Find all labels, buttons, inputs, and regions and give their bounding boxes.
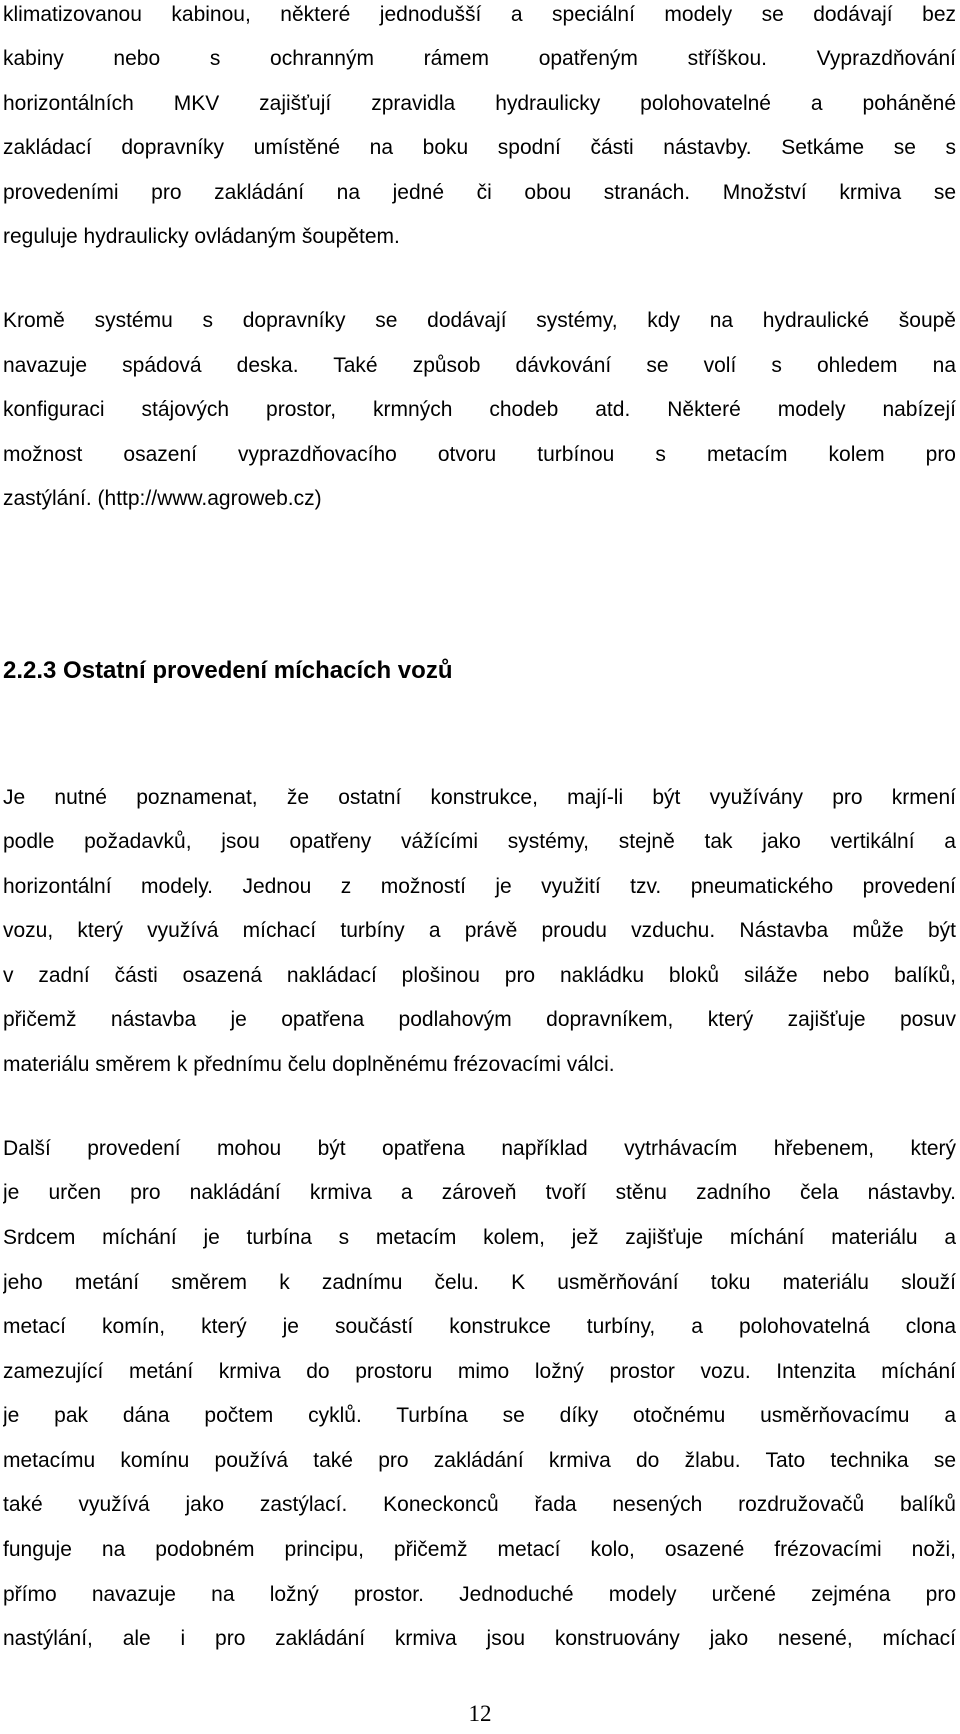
- text-line: metacímu komínu používá také pro zakládání krmiva do žlabu. Tato technika se: [3, 1449, 956, 1472]
- text-line: Je nutné poznamenat, že ostatní konstrukce, mají-li být využívány pro krmení: [3, 786, 956, 809]
- text-line: jeho metání směrem k zadnímu čelu. K usměrňování toku materiálu slouží: [3, 1271, 956, 1294]
- text-line: navazuje spádová deska. Také způsob dávkování se volí s ohledem na: [3, 354, 956, 377]
- page-number: 12: [468, 1701, 492, 1726]
- text-line: je pak dána počtem cyklů. Turbína se díky otočnému usměrňovacímu a: [3, 1404, 956, 1427]
- text-line: metací komín, který je součástí konstrukce turbíny, a polohovatelná clona: [3, 1315, 956, 1338]
- text-line: je určen pro nakládání krmiva a zároveň tvoří stěnu zadního čela nástavby.: [3, 1181, 956, 1204]
- text-line: horizontálních MKV zajišťují zpravidla hydraulicky polohovatelné a poháněné: [3, 92, 956, 115]
- text-line: vozu, který využívá míchací turbíny a právě proudu vzduchu. Nástavba může být: [3, 919, 956, 942]
- section-heading: 2.2.3 Ostatní provedení míchacích vozů: [3, 657, 453, 684]
- text-line: reguluje hydraulicky ovládaným šoupětem.: [3, 225, 400, 248]
- text-line: Další provedení mohou být opatřena například vytrhávacím hřebenem, který: [3, 1137, 956, 1160]
- text-line: materiálu směrem k přednímu čelu doplněnému frézovacími válci.: [3, 1053, 615, 1076]
- text-line: také využívá jako zastýlací. Koneckonců řada nesených rozdružovačů balíků: [3, 1493, 956, 1516]
- text-line: kabiny nebo s ochranným rámem opatřeným stříškou. Vyprazdňování: [3, 47, 956, 70]
- text-line: možnost osazení vyprazdňovacího otvoru turbínou s metacím kolem pro: [3, 443, 956, 466]
- text-line: zakládací dopravníky umístěné na boku spodní části nástavby. Setkáme se s: [3, 136, 956, 159]
- text-line: nastýlání, ale i pro zakládání krmiva jsou konstruovány jako nesené, míchací: [3, 1627, 956, 1650]
- text-line: Srdcem míchání je turbína s metacím kolem, jež zajišťuje míchání materiálu a: [3, 1226, 956, 1249]
- text-line: zamezující metání krmiva do prostoru mimo ložný prostor vozu. Intenzita míchání: [3, 1360, 956, 1383]
- text-line: funguje na podobném principu, přičemž metací kolo, osazené frézovacími noži,: [3, 1538, 956, 1561]
- text-line: v zadní části osazená nakládací plošinou pro nakládku bloků siláže nebo balíků,: [3, 964, 956, 987]
- text-line: konfiguraci stájových prostor, krmných chodeb atd. Některé modely nabízejí: [3, 398, 956, 421]
- text-line: provedeními pro zakládání na jedné či obou stranách. Množství krmiva se: [3, 181, 956, 204]
- text-line: podle požadavků, jsou opatřeny vážícími systémy, stejně tak jako vertikální a: [3, 830, 956, 853]
- text-line: přičemž nástavba je opatřena podlahovým dopravníkem, který zajišťuje posuv: [3, 1008, 956, 1031]
- text-line: Kromě systému s dopravníky se dodávají systémy, kdy na hydraulické šoupě: [3, 309, 956, 332]
- text-line: horizontální modely. Jednou z možností je využití tzv. pneumatického provedení: [3, 875, 956, 898]
- text-line: klimatizovanou kabinou, některé jednodušší a speciální modely se dodávají bez: [3, 3, 956, 26]
- text-line: zastýlání. (http://www.agroweb.cz): [3, 487, 322, 510]
- text-line: přímo navazuje na ložný prostor. Jednoduché modely určené zejména pro: [3, 1583, 956, 1606]
